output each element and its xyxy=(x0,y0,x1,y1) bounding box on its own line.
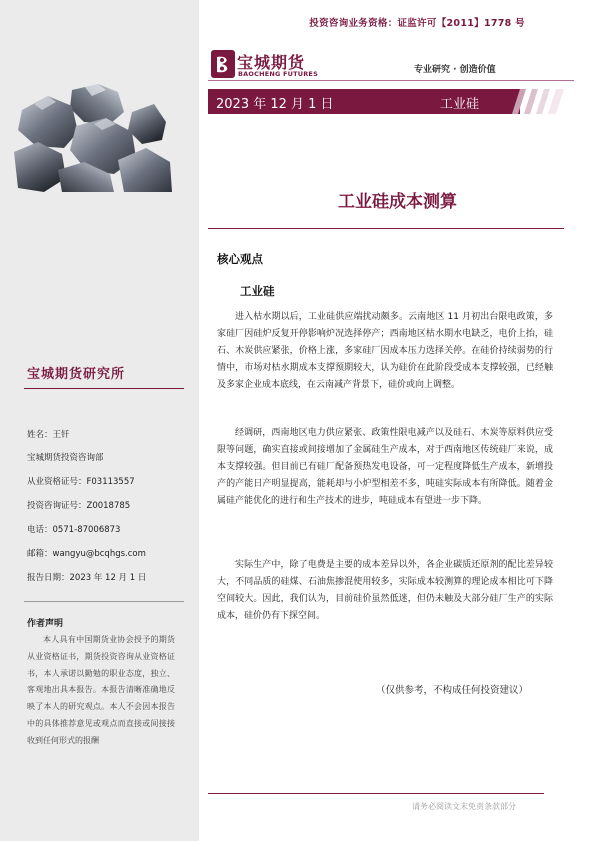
author-statement: 本人具有中国期货业协会授予的期货从业资格证书，期货投资咨询从业资格证书，本人承诺以勤勉的职业态度，独立、客观地出具本报告。本报告清晰准确地反映了本人的研究观点。本人不会因本报告中的具体推荐意见或观点而直接或间接接收到任何形式的报酬 xyxy=(27,635,175,745)
analyst-email: 邮箱：wangyu@bcqhgs.com xyxy=(27,549,146,559)
header-divider xyxy=(208,80,574,81)
logo-english: BAOCHENG FUTURES xyxy=(238,70,318,78)
analyst-phone: 电话：0571-87006873 xyxy=(27,525,121,535)
sidebar-divider xyxy=(24,388,184,389)
title-divider xyxy=(208,228,564,229)
section-heading: 核心观点 xyxy=(217,252,263,266)
license-text: 投资咨询业务资格：证监许可【2011】1778 号 xyxy=(309,18,525,29)
sector-label: 工业硅 xyxy=(440,97,480,112)
footer-note: 请务必阅读文末免责条款部分 xyxy=(412,802,516,811)
analyst-name: 姓名：王钎 xyxy=(27,430,70,440)
analyst-department: 宝城期货投资咨询部 xyxy=(27,453,104,463)
paragraph-2: 经调研，西南地区电力供应紧张、政策性限电减产以及硅石、木炭等原料供应受限等问题，确实直接或间接增加了金属硅生产成本，对于西南地区传统硅厂来说，成本支撑较强。但目前已有硅厂配备预热发电设备，可一定程度降低生产成本，新增投产的产能日产明显提高，能耗却与小炉型相差不多，吨硅实际成本有所降低。随着金属硅产能优化的进行和生产技术的进步，吨硅成本有望进一步下降。 xyxy=(217,428,553,506)
report-date-sidebar: 报告日期：2023 年 12 月 1 日 xyxy=(27,573,147,583)
report-date: 2023 年 12 月 1 日 xyxy=(216,97,334,112)
author-statement-title: 作者声明 xyxy=(27,619,64,629)
banner-stripes xyxy=(512,89,574,114)
analyst-license: 从业资格证号：F03113557 xyxy=(27,477,135,487)
investment-disclaimer: （仅供参考，不构成任何投资建议） xyxy=(376,685,529,696)
sidebar-divider-2 xyxy=(24,601,184,602)
slogan: 专业研究 · 创造价值 xyxy=(414,65,496,75)
paragraph-1: 进入枯水期以后，工业硅供应端扰动颇多。云南地区 11 月初出台限电政策，多家硅厂因硅炉反复开停影响炉况选择停产；西南地区枯水期水电缺乏，电价上抬，硅石、木炭供应紧张，价格上涨，多家硅厂因成本压力选择关停。在硅价持续弱势的行情中，市场对枯水期成本支撑预期较大，认为硅价在此阶段受成本支撑较强，已经触及多家企业成本底线，在云南减产背景下，硅价或向上调整。 xyxy=(217,312,553,390)
paragraph-3: 实际生产中，除了电费是主要的成本差异以外，各企业碳质还原剂的配比差异较大，不同品质的硅煤、石油焦掺混使用较多，实际成本较测算的理论成本相比可下降空间较大。因此，我们认为，目前硅价虽然低迷，但仍未触及大部分硅厂生产的实际成本，硅价仍有下探空间。 xyxy=(217,560,553,621)
silicon-rocks-image xyxy=(14,82,172,192)
logo-name: 宝城期货 xyxy=(237,53,306,72)
report-title: 工业硅成本测算 xyxy=(338,192,457,212)
subsection-heading: 工业硅 xyxy=(240,284,275,298)
footer-divider xyxy=(208,793,544,794)
analyst-consult-license: 投资咨询证号：Z0018785 xyxy=(27,501,131,511)
baocheng-logo-icon xyxy=(210,49,236,79)
institute-name: 宝城期货研究所 xyxy=(27,367,126,382)
